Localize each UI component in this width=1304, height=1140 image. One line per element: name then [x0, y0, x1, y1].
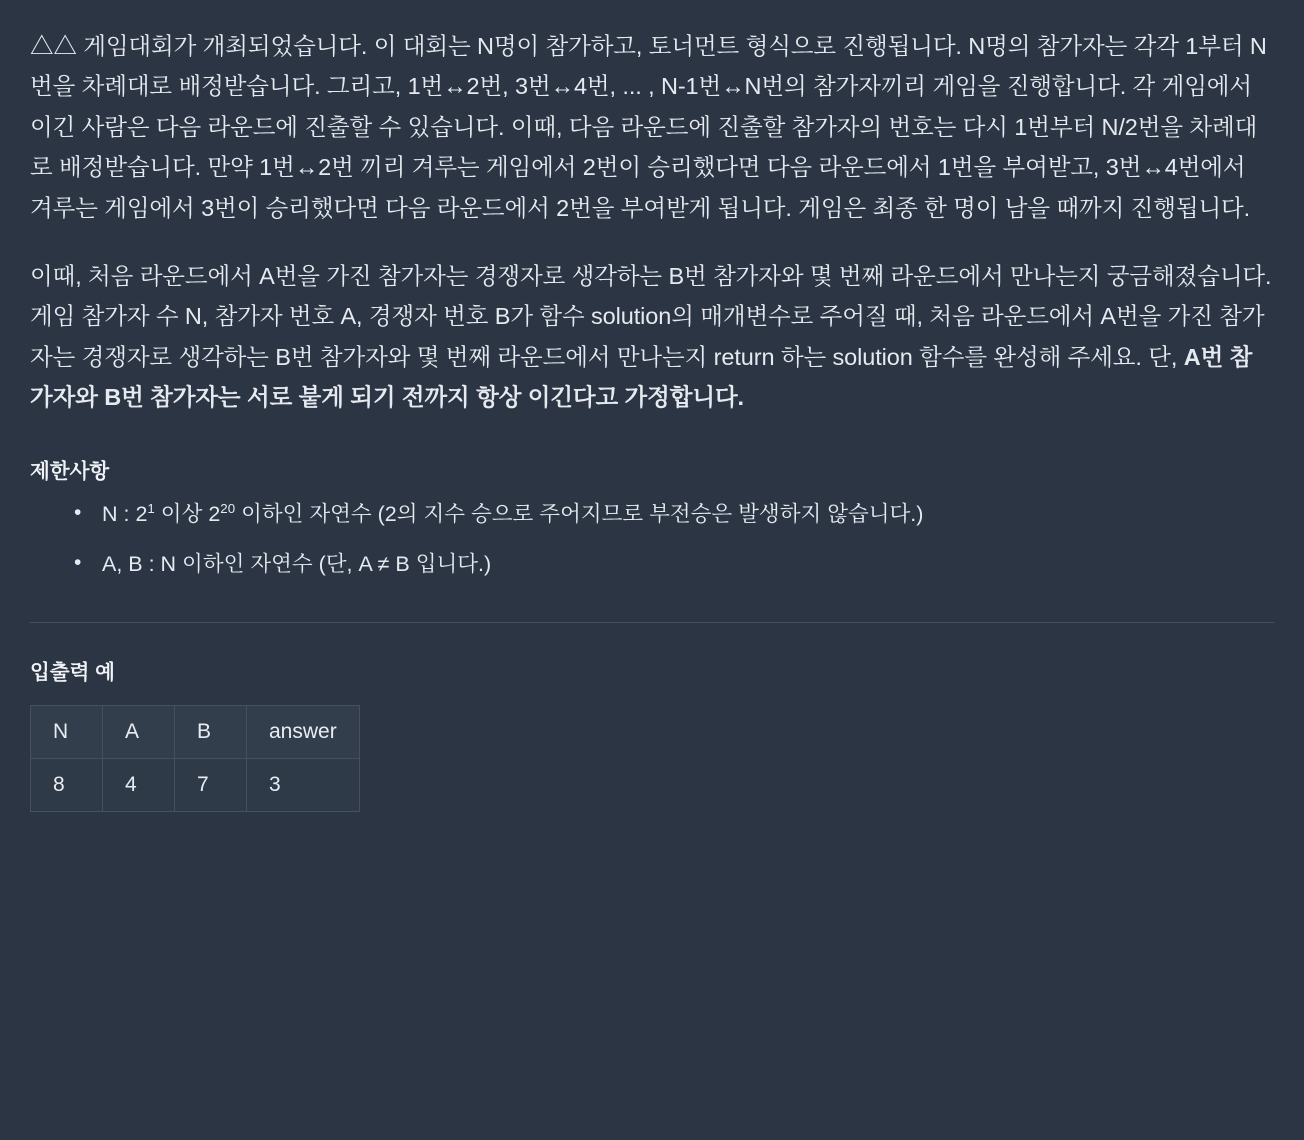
- table-header-row: [31, 706, 360, 759]
- io-example-table: [30, 705, 360, 812]
- section-divider: [30, 622, 1274, 623]
- table-header-cell-b: B: [175, 706, 247, 759]
- constraint-exponent-2: 20: [220, 500, 236, 516]
- constraint-text-pre: A, B : N 이하인 자연수 (단, A ≠ B 입니다.): [102, 551, 492, 576]
- constraint-exponent-1: 1: [147, 500, 155, 516]
- constraint-text-mid: 이상 2: [154, 501, 221, 526]
- table-cell-b: 7: [175, 759, 247, 812]
- table-row: [31, 759, 360, 812]
- list-item: [74, 498, 1274, 530]
- table-cell-a: 4: [103, 759, 175, 812]
- constraints-list: [30, 498, 1274, 581]
- table-cell-n: 8: [31, 759, 103, 812]
- constraint-text-post: 이하인 자연수 (2의 지수 승으로 주어지므로 부전승은 발생하지 않습니다.): [235, 501, 924, 526]
- problem-paragraph-2-lead: 이때, 처음 라운드에서 A번을 가진 참가자는 경쟁자로 생각하는 B번 참가자와 몇 번째 라운드에서 만나는지 궁금해졌습니다. 게임 참가자 수 N, 참가자 번호 A, 경쟁자 번호 B가 함수 solution의 매개변수로 주어질 때, 처음 라운드에서 A번을 가진 참가자는 경쟁자로 생각하는 B번 참가자와 몇 번째 라운드에서 만나는지 return 하는 solution 함수를 완성해 주세요. 단,: [30, 263, 1272, 370]
- table-cell-answer: 3: [247, 759, 360, 812]
- table-header-cell-n: N: [31, 706, 103, 759]
- constraints-title: 제한사항: [30, 459, 110, 483]
- io-example-title: 입출력 예: [30, 661, 115, 685]
- constraint-text-pre: N : 2: [102, 501, 148, 526]
- list-item: [74, 548, 1274, 580]
- table-header-cell-a: A: [103, 706, 175, 759]
- problem-paragraph-2: [30, 256, 1274, 418]
- problem-paragraph-1: △△ 게임대회가 개최되었습니다. 이 대회는 N명이 참가하고, 토너먼트 형식으로 진행됩니다. N명의 참가자는 각각 1부터 N번을 차례대로 배정받습니다. 그리고, 1번↔2번, 3번↔4번, ... , N-1번↔N번의 참가자끼리 게임을 진행합니다. 각 게임에서 이긴 사람은 다음 라운드에 진출할 수 있습니다. 이때, 다음 라운드에 진출할 참가자의 번호는 다시 1번부터 N/2번을 차례대로 배정받습니다. 만약 1번↔2번 끼리 겨루는 게임에서 2번이 승리했다면 다음 라운드에서 1번을 부여받고, 3번↔4번에서 겨루는 게임에서 3번이 승리했다면 다음 라운드에서 2번을 부여받게 됩니다. 게임은 최종 한 명이 남을 때까지 진행됩니다.: [30, 33, 1267, 221]
- table-header-cell-answer: answer: [247, 706, 360, 759]
- problem-paragraph-2-emphasis: A번 참가자와 B번 참가자는 서로 붙게 되기 전까지 항상 이긴다고 가정합니다.: [30, 343, 1253, 411]
